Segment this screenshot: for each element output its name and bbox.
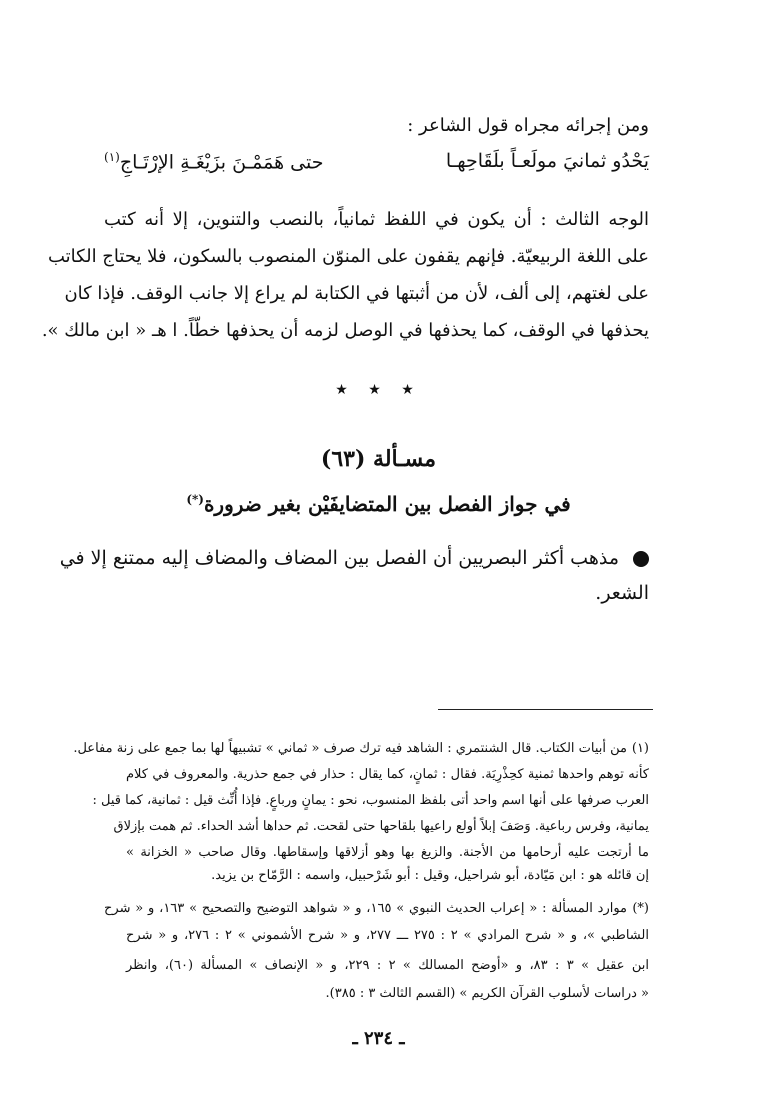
page-number: ـ ٢٣٤ ـ — [352, 1028, 405, 1049]
verse-second-hemistich — [104, 150, 323, 173]
masala-subtitle-text: في جواز الفصل بين المتضايفَيْن بغير ضرورة — [203, 492, 571, 516]
footnote-1-line: يمانية، وفرس رباعية. وَصَفَ إبلاً أولع راعيها بلقاحها حتى لقحت. ثم حداها أشد الحداء. ثم همت بإزلاق — [113, 819, 649, 834]
verse-second-text: حتى هَمَمْـنَ بزَيْغَـةِ الإرْتَـاجِ — [119, 151, 324, 174]
footnote-1-line: العرب صرفها على أنها اسم واحد أتى بلفظ المنسوب، نحو : يمانٍ ورباعٍ. فإذا أُنِّث قيل : ثمانية، كما قيل : — [92, 793, 649, 808]
bullet-line-text: مذهب أكثر البصريين أن الفصل بين المضاف والمضاف إليه ممتنع إلا في — [59, 547, 619, 569]
footnote-1-line — [73, 737, 649, 760]
footnote-1-number: (١) — [631, 741, 649, 756]
bullet-paragraph-line — [59, 543, 649, 573]
footnote-star-line: ابن عقيل » ٣ : ٨٣، و «أوضح المسالك » ٢ : ٢٢٩، و « الإنصاف » المسألة (٦٠)، وانظر — [126, 958, 649, 973]
section-divider-stars: ★ ★ ★ — [335, 382, 422, 398]
masala-subtitle-ref[interactable]: (*) — [186, 492, 204, 507]
body-line: يحذفها في الوقف، كما يحذفها في الوصل لزمه أن يحذفها خطّاً. ا هـ « ابن مالك ». — [41, 320, 649, 341]
body-line: الوجه الثالث : أن يكون في اللفظ ثمانياً، بالنصب والتنوين، إلا أنه كتب — [104, 209, 649, 230]
footnote-separator — [438, 709, 653, 710]
footnote-star-line: الشاطبي »، و « شرح المرادي » ٢ : ٢٧٥ ـــ ٢٧٧، و « شرح الأشموني » ٢ : ٢٧٦، و « شرح — [126, 928, 649, 943]
bullet-paragraph-line: الشعر. — [595, 582, 649, 604]
intro-line: ومن إجرائه مجراه قول الشاعر : — [407, 115, 649, 136]
footnote-1-line: كأنه توهم واحدها ثمنية كحِذْرِيَة. فقال : ثمانٍ، كما يقال : حذار في جمع حذرية. والمعروف في كلام — [126, 767, 649, 782]
poetry-verse — [104, 150, 649, 184]
footnote-1-text: من أبيات الكتاب. قال الشنتمري : الشاهد فيه ترك صرف « ثماني » تشبيهاً لها بما جمع على زنة مفاعل. — [73, 741, 627, 756]
masala-title: مسـألة (٦٣) — [320, 446, 437, 472]
body-line: على لغتهم، إلى ألف، لأن من أثبتها في الكتابة لم يراع إلا جانب الوقف. فإذا كان — [64, 283, 649, 304]
footnote-star-line — [104, 897, 649, 920]
footnote-star-number: (*) — [632, 901, 650, 916]
footnote-star-text: موارد المسألة : « إعراب الحديث النبوي » ١٦٥، و « شواهد التوضيح والتصحيح » ١٦٣، و « شرح — [104, 901, 628, 916]
body-line: على اللغة الربيعيّة. فإنهم يقفون على المنوّن المنصوب بالسكون، فلا يحتاج الكاتب — [47, 246, 649, 267]
verse-first-hemistich: يَحْدُو ثمانيَ مولَعـاً بلَقَاحِهـا — [445, 150, 649, 172]
bullet-dot-icon — [633, 551, 649, 567]
masala-subtitle — [0, 492, 757, 516]
footnote-star-line: « دراسات لأسلوب القرآن الكريم » (القسم الثالث ٣ : ٣٨٥). — [325, 986, 649, 1001]
verse-footnote-ref[interactable]: (١) — [104, 150, 120, 164]
footnote-1-line: ما أرتجت عليه أرحامها من الأجنة. والزيغ بها وهو أزلاقها وإسقاطها. وقال صاحب « الخزانة » — [126, 845, 649, 860]
footnote-1-line: إن قائله هو : ابن مَيّادة، أبو شراحيل، وقيل : أبو شَرْحبيل، واسمه : الرَّمّاح بن يزيد. — [211, 868, 649, 883]
